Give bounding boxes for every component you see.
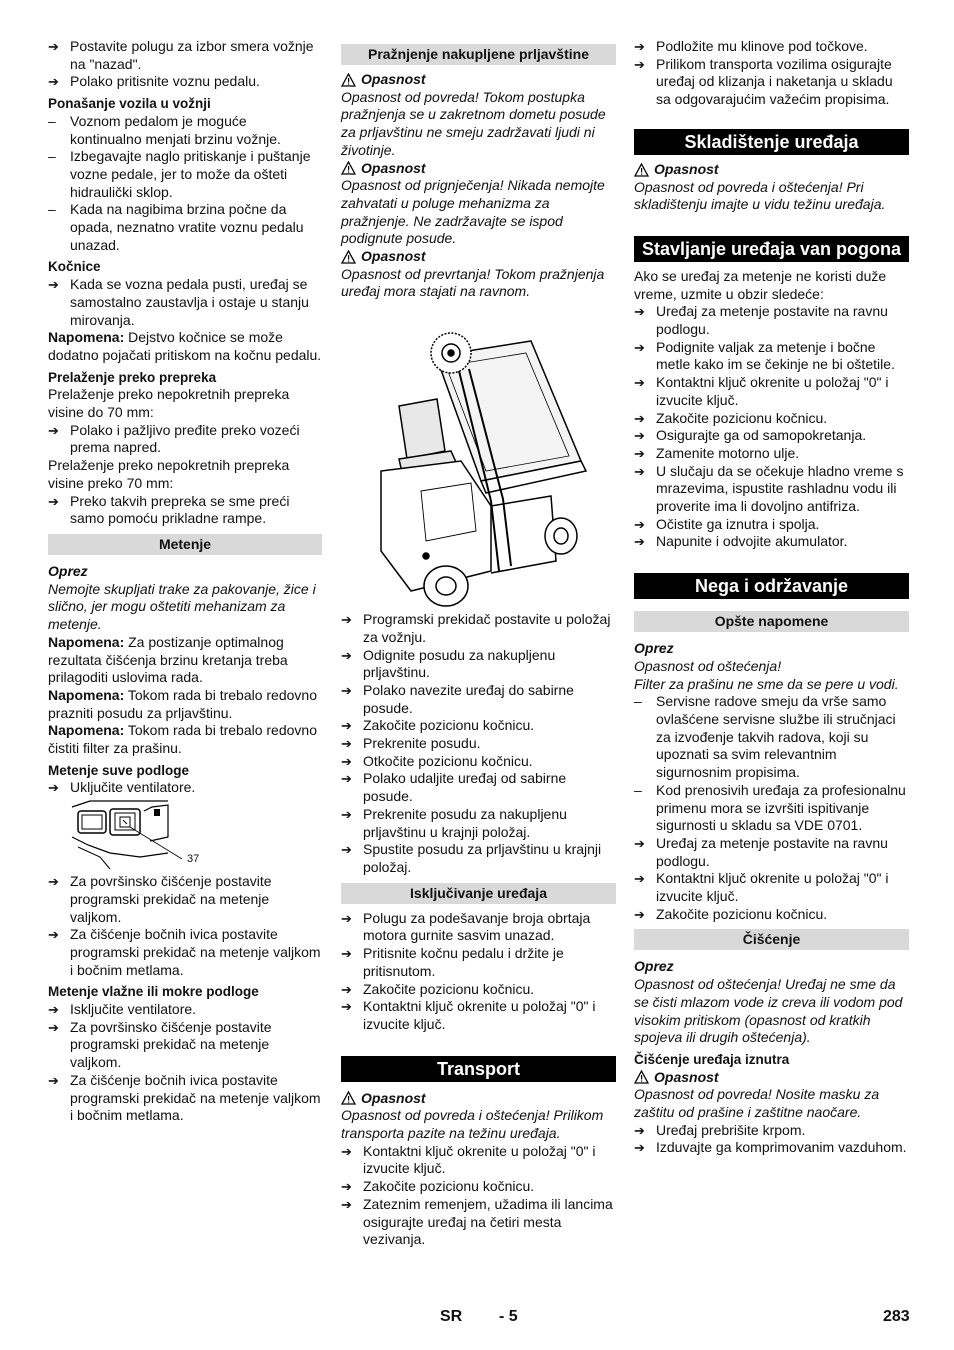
arrow-icon: ➔ bbox=[341, 806, 352, 822]
arrow-icon: ➔ bbox=[341, 612, 352, 628]
control-panel-illustration bbox=[70, 797, 190, 873]
arrow-icon: ➔ bbox=[48, 277, 59, 293]
instruction: ➔ Prekrenite posudu. bbox=[341, 735, 481, 752]
danger-label: Opasnost bbox=[341, 160, 616, 178]
instruction: ➔ Polako navezite uređaj do sabirne posude. bbox=[341, 681, 574, 716]
instruction: ➔ Podložite mu klinove pod točkove. bbox=[634, 38, 868, 54]
warning-triangle-icon bbox=[634, 1070, 649, 1084]
caution-text: Opasnost od oštećenja! Uređaj ne sme da se čisti mlazom vode iz creva ili vodom pod visokim pritiskom (opasnost od kratkih spojeva ili drugih oštećenja). bbox=[634, 976, 903, 1046]
danger-text: Opasnost od povreda i oštećenja! Pri skladištenju imajte u vidu težinu uređaja. bbox=[634, 178, 886, 213]
bullet: – Servisne radove smeju da vrše samo ovlašćene servisne službe ili stručnjaci za izvođenje takvih radova, koji su upoznati sa svim relevantnim sigurnosnim propisima. bbox=[634, 693, 896, 781]
danger-label: Opasnost bbox=[634, 1069, 909, 1087]
arrow-icon: ➔ bbox=[634, 339, 645, 355]
note: Napomena: Tokom rada bi trebalo redovno prazniti posudu za prljavštinu. bbox=[48, 686, 317, 721]
instruction: ➔ Zakočite pozicionu kočnicu. bbox=[634, 905, 828, 922]
bullet: – Voznom pedalom je moguće kontinualno menjati brzinu vožnje. bbox=[48, 112, 281, 147]
danger-label: Opasnost bbox=[341, 1090, 616, 1108]
arrow-icon: ➔ bbox=[341, 842, 352, 858]
danger-text: Opasnost od prignječenja! Nikada nemojte zahvatati u poluge mehanizma za pražnjenje. Ne zadržavajte se ispod podignute posude. bbox=[341, 177, 605, 247]
arrow-icon: ➔ bbox=[341, 718, 352, 734]
arrow-icon: ➔ bbox=[634, 445, 645, 461]
dash-icon: – bbox=[48, 148, 56, 165]
arrow-icon: ➔ bbox=[48, 927, 59, 943]
instruction: ➔ Za čišćenje bočnih ivica postavite programski prekidač na metenje valjkom i bočnim metlama. bbox=[48, 926, 321, 978]
warning-triangle-icon bbox=[341, 73, 356, 87]
column-middle bbox=[341, 38, 616, 1249]
arrow-icon: ➔ bbox=[634, 463, 645, 479]
footer-language: SR bbox=[440, 1308, 463, 1325]
instruction: ➔ Za čišćenje bočnih ivica postavite programski prekidač na metenje valjkom i bočnim metlama. bbox=[48, 1071, 321, 1124]
section-heading-metenje: Metenje bbox=[48, 534, 322, 555]
dash-icon: – bbox=[48, 112, 56, 129]
note: Napomena: Tokom rada bi trebalo redovno čistiti filter za prašinu. bbox=[48, 722, 317, 757]
arrow-icon: ➔ bbox=[48, 1002, 59, 1018]
arrow-icon: ➔ bbox=[48, 493, 59, 509]
arrow-icon: ➔ bbox=[634, 871, 645, 887]
sweeper-machine-drawing bbox=[341, 311, 616, 611]
column-left bbox=[48, 38, 322, 1125]
danger-label: Opasnost bbox=[634, 161, 909, 179]
caution-label: Oprez bbox=[634, 640, 674, 657]
arrow-icon: ➔ bbox=[48, 1072, 59, 1088]
subheading: Metenje vlažne ili mokre podloge bbox=[48, 984, 259, 1000]
instruction: ➔ Zamenite motorno ulje. bbox=[634, 444, 800, 461]
instruction: ➔ Za površinsko čišćenje postavite programski prekidač na metenje valjkom. bbox=[48, 873, 272, 925]
instruction: ➔ Izduvajte ga komprimovanim vazduhom. bbox=[634, 1139, 907, 1156]
arrow-icon: ➔ bbox=[341, 981, 352, 997]
subheading: Čišćenje uređaja iznutra bbox=[634, 1051, 790, 1067]
caution-text: Nemojte skupljati trake za pakovanje, žice i slično, jer mogu oštetiti mehanizam za metenje. bbox=[48, 580, 316, 633]
bullet: – Kada na nagibima brzina počne da opada, neznatno vratite voznu pedalu unazad. bbox=[48, 201, 304, 253]
arrow-icon: ➔ bbox=[634, 410, 645, 426]
instruction: ➔ Odignite posudu za nakupljenu prljavštinu. bbox=[341, 646, 556, 681]
warning-triangle-icon bbox=[341, 250, 356, 264]
arrow-icon: ➔ bbox=[634, 516, 645, 532]
subheading: Metenje suve podloge bbox=[48, 762, 190, 778]
arrow-icon: ➔ bbox=[341, 753, 352, 769]
arrow-icon: ➔ bbox=[341, 682, 352, 698]
arrow-icon: ➔ bbox=[634, 375, 645, 391]
instruction: ➔ Kada se vozna pedala pusti, uređaj se samostalno zaustavlja i ostaje u stanju mirovanja. bbox=[48, 276, 309, 328]
arrow-icon: ➔ bbox=[634, 534, 645, 550]
instruction: ➔ Podignite valjak za metenje i bočne metle kako im se čekinje ne bi oštetile. bbox=[634, 338, 895, 373]
instruction: ➔ Uređaj za metenje postavite na ravnu podlogu. bbox=[634, 834, 888, 869]
sweeper-illustration bbox=[341, 311, 616, 611]
instruction: ➔ Prilikom transporta vozilima osigurajte uređaj od klizanja i naketanja u skladu sa odgovarajućim važećim propisima. bbox=[634, 55, 893, 108]
paragraph: Prelaženje preko nepokretnih prepreka visine preko 70 mm: bbox=[48, 457, 290, 491]
arrow-icon: ➔ bbox=[48, 1019, 59, 1035]
caution-text: Filter za prašinu ne sme da se pere u vodi. bbox=[634, 675, 899, 692]
instruction: ➔ Zakočite pozicionu kočnicu. bbox=[634, 409, 828, 426]
arrow-icon: ➔ bbox=[341, 771, 352, 787]
caution-label: Oprez bbox=[48, 562, 88, 579]
instruction: ➔ Zateznim remenjem, užadima ili lancima osigurajte uređaj na četiri mesta vezivanja. bbox=[341, 1195, 613, 1248]
dash-icon: – bbox=[634, 781, 642, 798]
control-panel-figure bbox=[70, 797, 322, 873]
instruction: ➔ Prekrenite posudu za nakupljenu prljavštinu u krajnji položaj. bbox=[341, 805, 567, 840]
danger-text: Opasnost od povreda! Nosite masku za zaštitu od prašine i zaštitne naočare. bbox=[634, 1086, 880, 1121]
instruction: ➔ Programski prekidač postavite u položaj za vožnju. bbox=[341, 611, 611, 645]
caution-text: Opasnost od oštećenja! bbox=[634, 657, 782, 674]
instruction: ➔ Isključite ventilatore. bbox=[48, 1001, 197, 1018]
instruction: ➔ Postavite polugu za izbor smera vožnje na "nazad". bbox=[48, 38, 314, 72]
instruction: ➔ Zakočite pozicionu kočnicu. bbox=[341, 1178, 535, 1195]
dash-icon: – bbox=[48, 201, 56, 218]
subheading: Prelaženje preko prepreka bbox=[48, 369, 217, 385]
instruction: ➔ Uređaj za metenje postavite na ravnu podlogu. bbox=[634, 303, 888, 338]
warning-triangle-icon bbox=[634, 163, 649, 177]
section-heading-iskljucivanje: Isključivanje uređaja bbox=[341, 883, 616, 904]
arrow-icon: ➔ bbox=[634, 1140, 645, 1156]
instruction: ➔ Zakočite pozicionu kočnicu. bbox=[341, 980, 535, 997]
instruction: ➔ Spustite posudu za prljavštinu u krajnji položaj. bbox=[341, 841, 602, 875]
instruction: ➔ Zakočite pozicionu kočnicu. bbox=[341, 717, 535, 734]
instruction: ➔ Uključite ventilatore. bbox=[48, 779, 196, 796]
instruction: ➔ Kontaktni ključ okrenite u položaj "0" i izvucite ključ. bbox=[634, 374, 889, 408]
instruction: ➔ U slučaju da se očekuje hladno vreme s mrazevima, ispustite rashladnu vodu ili proverite ima li dovoljno antifriza. bbox=[634, 462, 904, 515]
danger-text: Opasnost od povreda! Tokom postupka pražnjenja se u zakretnom dometu posude za prljavštinu ne smeju zadržavati ljudi ni životinje. bbox=[341, 88, 606, 158]
arrow-icon: ➔ bbox=[341, 1179, 352, 1195]
arrow-icon: ➔ bbox=[48, 780, 59, 796]
note: Napomena: Za postizanje optimalnog rezultata čišćenja brzinu kretanja treba prilagoditi uslovima rada. bbox=[48, 633, 288, 686]
danger-label: Opasnost bbox=[341, 71, 616, 89]
arrow-icon: ➔ bbox=[341, 647, 352, 663]
arrow-icon: ➔ bbox=[48, 422, 59, 438]
paragraph: Ako se uređaj za metenje ne koristi duže vreme, uzmite u obzir sledeće: bbox=[634, 267, 887, 302]
instruction: ➔ Kontaktni ključ okrenite u položaj "0" i izvucite ključ. bbox=[341, 998, 596, 1032]
instruction: ➔ Preko takvih prepreka se sme preći samo pomoću prikladne rampe. bbox=[48, 492, 290, 527]
instruction: ➔ Napunite i odvojite akumulator. bbox=[634, 533, 848, 550]
instruction: ➔ Polugu za podešavanje broja obrtaja motora gurnite sasvim unazad. bbox=[341, 909, 591, 944]
instruction: ➔ Osigurajte ga od samopokretanja. bbox=[634, 427, 867, 444]
section-heading-nega: Nega i održavanje bbox=[634, 573, 909, 599]
arrow-icon: ➔ bbox=[634, 304, 645, 320]
section-heading-opste: Opšte napomene bbox=[634, 611, 909, 632]
section-heading-praznjenje: Pražnjenje nakupljene prljavštine bbox=[341, 44, 616, 65]
instruction: ➔ Pritisnite kočnu pedalu i držite je pritisnutom. bbox=[341, 945, 564, 979]
arrow-icon: ➔ bbox=[634, 835, 645, 851]
arrow-icon: ➔ bbox=[48, 39, 59, 54]
instruction: ➔ Kontaktni ključ okrenite u položaj "0" i izvucite ključ. bbox=[341, 1142, 596, 1177]
subheading: Ponašanje vozila u vožnji bbox=[48, 96, 211, 112]
column-right bbox=[634, 38, 909, 1157]
arrow-icon: ➔ bbox=[634, 56, 645, 72]
bullet: – Izbegavajte naglo pritiskanje i puštanje vozne pedale, jer to može da ošteti hidraulički sklop. bbox=[48, 148, 311, 200]
arrow-icon: ➔ bbox=[341, 1143, 352, 1159]
section-heading-transport: Transport bbox=[341, 1056, 616, 1082]
figure-label: 37 bbox=[187, 853, 200, 866]
danger-text: Opasnost od prevrtanja! Tokom pražnjenja uređaj mora stajati na ravnom. bbox=[341, 265, 605, 300]
danger-label: Opasnost bbox=[341, 248, 616, 266]
subheading: Kočnice bbox=[48, 259, 101, 275]
danger-text: Opasnost od povreda i oštećenja! Prilikom transporta pazite na težinu uređaja. bbox=[341, 1107, 604, 1142]
instruction: ➔ Polako udaljite uređaj od sabirne posude. bbox=[341, 770, 567, 805]
warning-triangle-icon bbox=[341, 1091, 356, 1105]
arrow-icon: ➔ bbox=[48, 74, 59, 90]
arrow-icon: ➔ bbox=[341, 910, 352, 926]
instruction: ➔ Polako i pažljivo pređite preko vozeći prema napred. bbox=[48, 421, 300, 456]
instruction: ➔ Uređaj prebrišite krpom. bbox=[634, 1121, 806, 1138]
section-heading-ciscenje: Čišćenje bbox=[634, 929, 909, 950]
arrow-icon: ➔ bbox=[634, 39, 645, 54]
note: Napomena: Dejstvo kočnice se može dodatno pojačati pritiskom na kočnu pedalu. bbox=[48, 329, 322, 363]
arrow-icon: ➔ bbox=[634, 906, 645, 922]
instruction: ➔ Otkočite pozicionu kočnicu. bbox=[341, 752, 533, 769]
footer-page-number: 283 bbox=[883, 1308, 910, 1325]
section-heading-van-pogona: Stavljanje uređaja van pogona bbox=[634, 236, 909, 262]
arrow-icon: ➔ bbox=[341, 999, 352, 1015]
dash-icon: – bbox=[634, 693, 642, 710]
bullet: – Kod prenosivih uređaja za profesionalnu primenu mora se izvršiti ispitivanje sigurnosti u skladu sa VDE 0701. bbox=[634, 781, 906, 834]
instruction: ➔ Polako pritisnite voznu pedalu. bbox=[48, 73, 260, 90]
section-heading-skladistenje: Skladištenje uređaja bbox=[634, 129, 909, 155]
arrow-icon: ➔ bbox=[634, 428, 645, 444]
arrow-icon: ➔ bbox=[341, 1196, 352, 1212]
instruction: ➔ Kontaktni ključ okrenite u položaj "0" i izvucite ključ. bbox=[634, 870, 889, 905]
footer-local-page: - 5 bbox=[499, 1308, 518, 1325]
instruction: ➔ Očistite ga iznutra i spolja. bbox=[634, 515, 820, 532]
caution-label: Oprez bbox=[634, 958, 674, 975]
instruction: ➔ Za površinsko čišćenje postavite programski prekidač na metenje valjkom. bbox=[48, 1018, 272, 1071]
arrow-icon: ➔ bbox=[634, 1122, 645, 1138]
paragraph: Prelaženje preko nepokretnih prepreka visine do 70 mm: bbox=[48, 386, 290, 421]
arrow-icon: ➔ bbox=[341, 736, 352, 752]
arrow-icon: ➔ bbox=[341, 946, 352, 962]
arrow-icon: ➔ bbox=[48, 874, 59, 890]
warning-triangle-icon bbox=[341, 161, 356, 175]
